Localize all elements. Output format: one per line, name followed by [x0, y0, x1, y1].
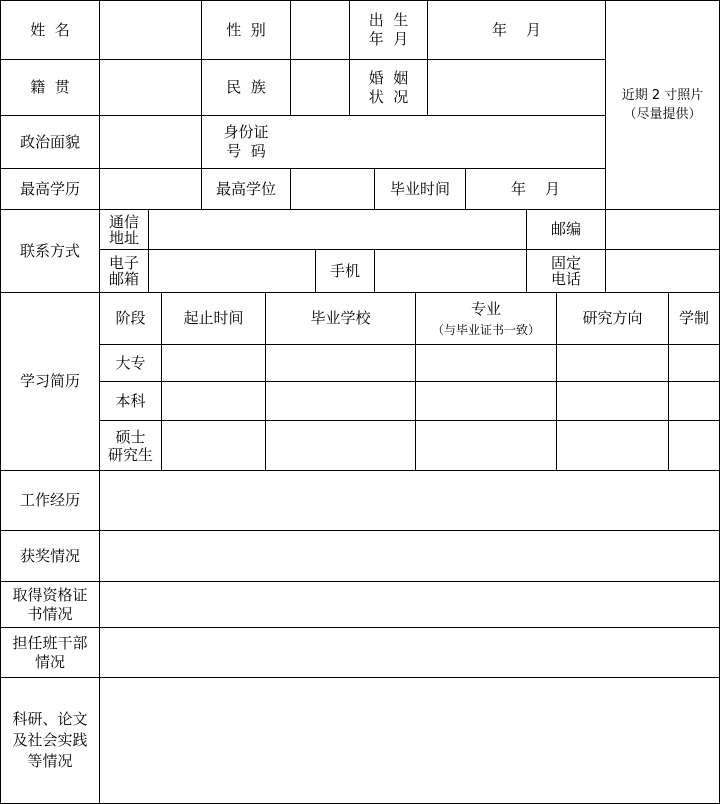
bachelor-major-cell[interactable]: [416, 382, 556, 420]
ethnicity-field[interactable]: [291, 60, 349, 115]
bachelor-period-cell[interactable]: [162, 382, 265, 420]
research-label: [0, 678, 100, 803]
master-duration-cell[interactable]: [669, 421, 719, 470]
name-field[interactable]: [100, 1, 201, 59]
class-cadre-label: [0, 628, 100, 677]
zip-code-field[interactable]: [606, 210, 719, 249]
certificates-label-line2: 书情况: [27, 604, 73, 623]
stage-junior-college: 大专: [115, 353, 146, 372]
highest-degree-field[interactable]: [291, 169, 374, 209]
research-field[interactable]: [100, 678, 719, 803]
email-label: [100, 250, 148, 292]
birth-date-label-line1: 出 生: [368, 11, 409, 29]
master-direction-cell[interactable]: [557, 421, 668, 470]
mailing-address-label-line2: 地址: [108, 228, 139, 247]
political-status-field[interactable]: [100, 116, 201, 168]
class-cadre-label-line2: 情况: [34, 652, 65, 671]
junior-college-period-cell[interactable]: [162, 345, 265, 381]
marital-status-field[interactable]: [428, 60, 605, 115]
awards-field[interactable]: [100, 531, 719, 581]
mobile-label: 手机: [329, 261, 360, 280]
school-header: 毕业学校: [310, 309, 371, 327]
gender-label: 性 别: [226, 20, 266, 39]
period-header: 起止时间: [183, 309, 244, 327]
certificates-label-line1: 取得资格证: [12, 585, 88, 604]
research-direction-header: 研究方向: [582, 309, 643, 327]
photo-box[interactable]: [606, 0, 719, 209]
email-label-line1: 电子: [108, 254, 139, 272]
stage-master: [100, 421, 161, 470]
marital-status-label: [350, 60, 427, 115]
bachelor-duration-cell[interactable]: [669, 382, 719, 420]
work-experience-field[interactable]: [100, 471, 719, 530]
mailing-address-label: [100, 210, 148, 249]
junior-college-direction-cell[interactable]: [557, 345, 668, 381]
work-experience-label: 工作经历: [19, 491, 80, 509]
bachelor-school-cell[interactable]: [266, 382, 415, 420]
major-header-title: 专业: [470, 299, 501, 318]
research-label-line3: 等情况: [27, 752, 73, 770]
id-number-field[interactable]: [291, 116, 605, 168]
landline-label-line2: 电话: [550, 270, 581, 288]
major-header: [416, 293, 556, 344]
zip-code-label: 邮编: [550, 220, 581, 238]
class-cadre-field[interactable]: [100, 628, 719, 677]
master-period-cell[interactable]: [162, 421, 265, 470]
highest-education-field[interactable]: [100, 169, 201, 209]
junior-college-major-cell[interactable]: [416, 345, 556, 381]
mailing-address-field[interactable]: [149, 210, 526, 249]
photo-note-line1: 近期 2 寸照片: [621, 87, 704, 103]
class-cadre-label-line1: 担任班干部: [12, 633, 88, 652]
awards-label: 获奖情况: [19, 546, 80, 565]
master-school-cell[interactable]: [266, 421, 415, 470]
political-status-label: 政治面貌: [19, 132, 80, 151]
birth-date-label: [350, 0, 427, 60]
ethnicity-label: 民 族: [226, 78, 266, 96]
junior-college-duration-cell[interactable]: [669, 345, 719, 381]
contact-label: 联系方式: [19, 241, 80, 260]
master-major-cell[interactable]: [416, 421, 556, 470]
photo-note-line2: （尽量提供）: [623, 106, 702, 122]
hometown-label: 籍 贯: [30, 78, 70, 96]
mailing-address-label-line1: 通信: [108, 212, 139, 231]
mobile-field[interactable]: [375, 250, 526, 292]
junior-college-school-cell[interactable]: [266, 345, 415, 381]
graduation-time-field[interactable]: 年 月: [510, 179, 561, 198]
id-number-label: [202, 116, 290, 168]
id-number-label-line1: 身份证: [223, 123, 269, 141]
major-header-note: （与毕业证书一致）: [431, 322, 540, 337]
gender-field[interactable]: [291, 1, 349, 59]
duration-header: 学制: [678, 309, 709, 327]
email-field[interactable]: [149, 250, 315, 292]
stage-master-line1: 硕士: [115, 427, 146, 446]
landline-label-line1: 固定: [550, 254, 581, 272]
certificates-field[interactable]: [100, 582, 719, 627]
bachelor-direction-cell[interactable]: [557, 382, 668, 420]
highest-degree-label: 最高学位: [215, 179, 276, 198]
hometown-field[interactable]: [100, 60, 201, 115]
birth-date-field[interactable]: 年 月: [491, 20, 542, 39]
email-label-line2: 邮箱: [108, 270, 139, 288]
research-label-line2: 及社会实践: [12, 731, 88, 749]
stage-bachelor: 本科: [115, 391, 146, 410]
birth-date-label-line2: 年 月: [368, 30, 409, 48]
stage-master-line2: 研究生: [107, 445, 153, 464]
study-history-label: 学习简历: [19, 372, 80, 390]
landline-field[interactable]: [606, 250, 719, 292]
highest-education-label: 最高学历: [19, 179, 80, 198]
research-label-line1: 科研、论文: [12, 710, 88, 728]
marital-status-label-line1: 婚 姻: [368, 68, 409, 87]
landline-label: [527, 250, 605, 292]
stage-header: 阶段: [115, 309, 146, 327]
name-label: 姓 名: [30, 20, 70, 39]
certificates-label: [0, 582, 100, 627]
marital-status-label-line2: 状 况: [368, 87, 409, 106]
id-number-label-line2: 号 码: [226, 142, 266, 160]
graduation-time-label: 毕业时间: [389, 179, 450, 198]
